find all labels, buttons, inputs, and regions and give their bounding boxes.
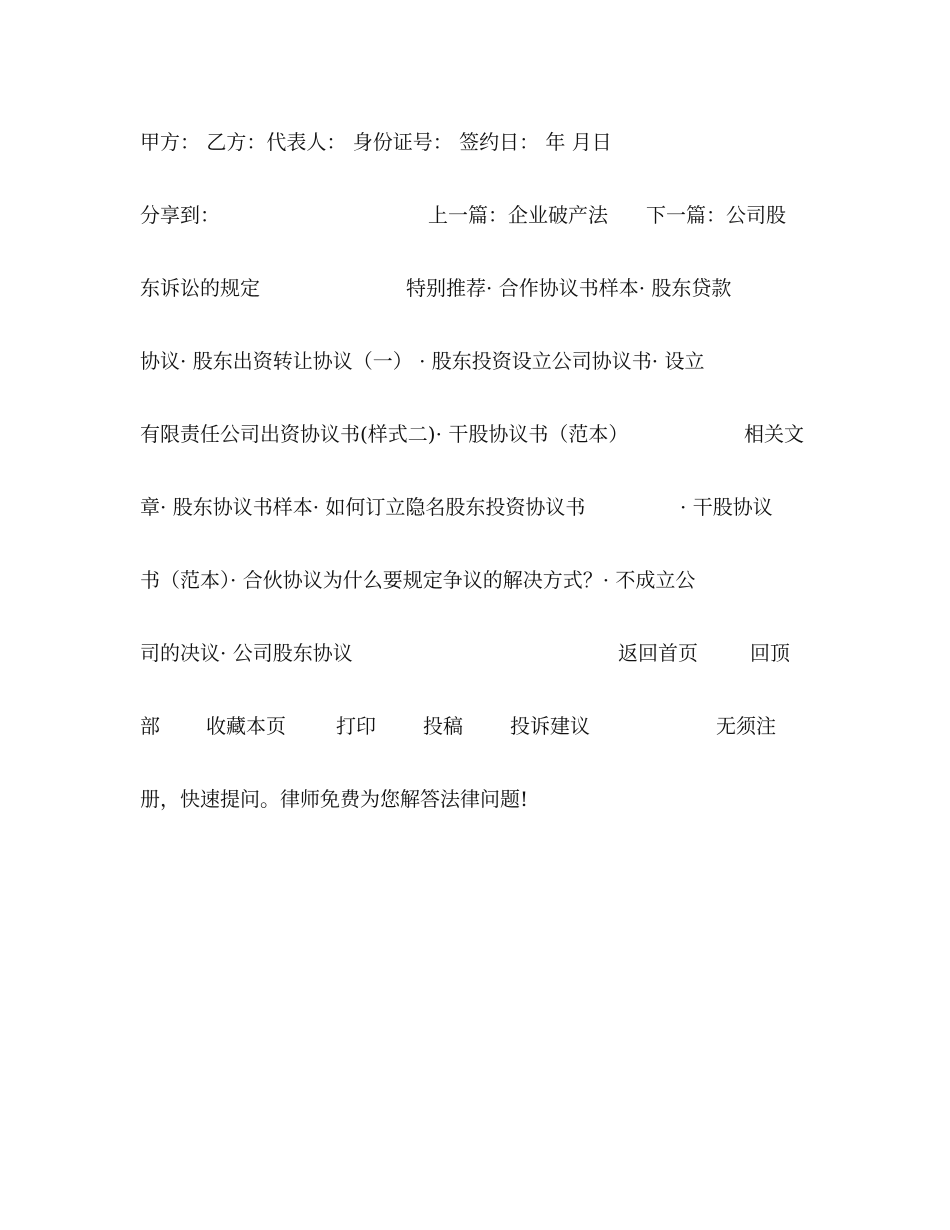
text-line-ask-lawyer [140, 784, 820, 814]
featured-recommendations[interactable]: 特别推荐· 合作协议书样本· 股东贷款 [406, 276, 732, 300]
text-line-related-2 [140, 565, 820, 595]
text-line-related [140, 492, 820, 522]
featured-recommendations-cont[interactable]: 协议· 股东出资转让协议（一） · 股东投资设立公司协议书· 设立 [140, 349, 705, 373]
text-line-recommend-2 [140, 346, 820, 376]
related-articles-label: 相关文 [744, 422, 804, 446]
next-article-link[interactable]: 下一篇：公司股 [646, 203, 786, 227]
print-link[interactable]: 打印 [336, 714, 376, 738]
back-home-link[interactable]: 返回首页 [618, 641, 698, 665]
next-article-link-cont[interactable]: 东诉讼的规定 [140, 276, 260, 300]
related-articles-links[interactable]: 书（范本）· 合伙协议为什么要规定争议的解决方式？· 不成立公 [140, 568, 696, 592]
related-articles-links[interactable]: 章· 股东协议书样本· 如何订立隐名股东投资协议书 [140, 495, 586, 519]
submit-article-link[interactable]: 投稿 [423, 714, 463, 738]
featured-recommendations-cont[interactable]: 有限责任公司出资协议书(样式二)· 干股协议书（范本） [140, 422, 629, 446]
parties-signature-text: 甲方： 乙方：代表人： 身份证号： 签约日： 年 月日 [140, 130, 612, 154]
ask-lawyer-prompt[interactable]: 无须注 [716, 714, 776, 738]
back-to-top-link[interactable]: 回顶 [750, 641, 790, 665]
text-line-footer-nav [140, 638, 820, 668]
bookmark-link[interactable]: 收藏本页 [206, 714, 286, 738]
text-line-parties [140, 127, 820, 157]
text-line-recommend-3 [140, 419, 820, 449]
share-label: 分享到： [140, 203, 220, 227]
back-to-top-link-cont[interactable]: 部 [140, 714, 160, 738]
ask-lawyer-prompt-cont[interactable]: 册，快速提问。律师免费为您解答法律问题! [140, 787, 529, 811]
complaint-suggestion-link[interactable]: 投诉建议 [510, 714, 590, 738]
previous-article-link[interactable]: 上一篇：企业破产法 [428, 203, 608, 227]
text-line-recommend [140, 273, 820, 303]
text-line-footer-actions [140, 711, 820, 741]
text-line-share-nav [140, 200, 820, 230]
related-articles-link[interactable]: · 干股协议 [680, 495, 773, 519]
related-articles-links[interactable]: 司的决议· 公司股东协议 [140, 641, 353, 665]
